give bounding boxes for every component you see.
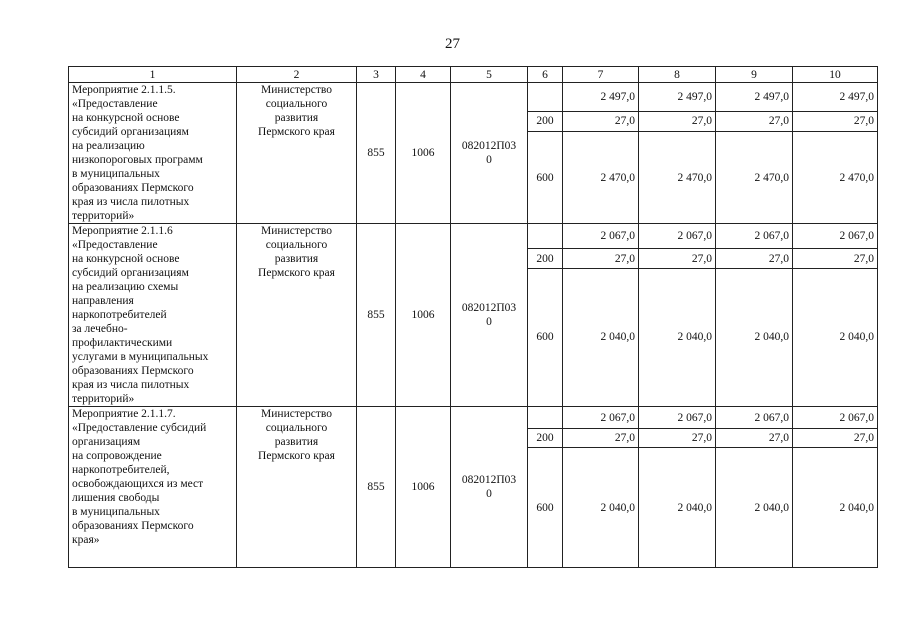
value-col9 xyxy=(716,429,793,448)
code-col3-text: 855 xyxy=(367,309,385,321)
code-col6 xyxy=(528,448,563,568)
value-col8 xyxy=(639,268,716,406)
value-col8-text: 2 040,0 xyxy=(677,331,712,344)
code-col6-text: 600 xyxy=(536,171,554,184)
value-col8-text: 2 067,0 xyxy=(677,411,712,424)
code-col6 xyxy=(528,407,563,429)
value-col7 xyxy=(563,111,639,131)
code-col5 xyxy=(451,407,528,568)
value-col8-text: 2 497,0 xyxy=(677,90,712,103)
value-col9 xyxy=(716,224,793,249)
value-col8 xyxy=(639,111,716,131)
code-col4 xyxy=(396,83,451,224)
value-col7-text: 27,0 xyxy=(614,432,635,444)
value-col7-text: 2 040,0 xyxy=(600,501,635,514)
responsible-ministry xyxy=(237,224,357,407)
value-col8 xyxy=(639,83,716,112)
value-col9 xyxy=(716,83,793,112)
value-col10 xyxy=(793,448,878,568)
value-col8 xyxy=(639,132,716,224)
value-col10-text: 27,0 xyxy=(853,252,874,265)
value-col7 xyxy=(563,224,639,249)
value-col7-text: 2 497,0 xyxy=(600,90,635,103)
code-col4-text: 1006 xyxy=(411,481,435,493)
value-col9 xyxy=(716,268,793,406)
page-number: 27 xyxy=(445,36,460,52)
table-row xyxy=(69,407,878,429)
responsible-ministry xyxy=(237,407,357,568)
value-col7 xyxy=(563,429,639,448)
code-col4-text: 1006 xyxy=(411,309,435,321)
table-row xyxy=(69,83,878,112)
value-col9 xyxy=(716,132,793,224)
value-col10 xyxy=(793,224,878,249)
code-col6 xyxy=(528,429,563,448)
value-col7 xyxy=(563,268,639,406)
value-col8-text: 2 040,0 xyxy=(677,501,712,514)
value-col7-text: 27,0 xyxy=(614,252,635,265)
table-header-row xyxy=(69,67,878,83)
code-col5 xyxy=(451,224,528,407)
value-col9 xyxy=(716,111,793,131)
value-col9-text: 2 040,0 xyxy=(754,331,789,344)
value-col9-text: 27,0 xyxy=(768,115,789,128)
responsible-ministry xyxy=(237,83,357,224)
value-col10-text: 2 067,0 xyxy=(839,230,874,243)
value-col10 xyxy=(793,268,878,406)
value-col9 xyxy=(716,448,793,568)
header-cell: 10 xyxy=(793,67,878,83)
code-col5 xyxy=(451,83,528,224)
value-col9-text: 27,0 xyxy=(768,252,789,265)
code-col3-text: 855 xyxy=(367,147,385,159)
value-col7 xyxy=(563,249,639,268)
code-col3 xyxy=(357,407,396,568)
value-col7-text: 2 067,0 xyxy=(600,230,635,243)
code-col6 xyxy=(528,83,563,112)
value-col8-text: 2 470,0 xyxy=(677,171,712,184)
value-col7-text: 27,0 xyxy=(614,115,635,128)
measure-description-text: Мероприятие 2.1.1.5. «Предоставление на конкурсной основе субсидий организациям на реализацию низкопороговых программ в муниципальных образованиях Пермского края из числа пилотных территорий» xyxy=(72,84,203,222)
measure-description-text: Мероприятие 2.1.1.6 «Предоставление на конкурсной основе субсидий организациям на реализацию схемы направления наркопотребителей за лечебно- профилактическими услугами в муниципальных образованиях Пермского края из числа пилотных территорий» xyxy=(72,225,209,405)
value-col10 xyxy=(793,111,878,131)
value-col8 xyxy=(639,407,716,429)
header-cell: 5 xyxy=(451,67,528,83)
value-col9-text: 2 040,0 xyxy=(754,501,789,514)
code-col4-text: 1006 xyxy=(411,147,435,159)
code-col4 xyxy=(396,407,451,568)
code-col4 xyxy=(396,224,451,407)
value-col9-text: 2 067,0 xyxy=(754,411,789,424)
code-col3 xyxy=(357,83,396,224)
header-cell: 1 xyxy=(69,67,237,83)
code-col3 xyxy=(357,224,396,407)
value-col8-text: 27,0 xyxy=(691,115,712,128)
value-col10-text: 27,0 xyxy=(853,115,874,128)
value-col8 xyxy=(639,249,716,268)
value-col10-text: 2 470,0 xyxy=(839,171,874,184)
code-col3-text: 855 xyxy=(367,481,385,493)
value-col8 xyxy=(639,224,716,249)
code-col6-text: 200 xyxy=(536,115,554,128)
value-col7-text: 2 470,0 xyxy=(600,171,635,184)
value-col10 xyxy=(793,407,878,429)
header-cell: 4 xyxy=(396,67,451,83)
value-col10-text: 27,0 xyxy=(853,432,874,444)
responsible-ministry-text: Министерство социального развития Пермского края xyxy=(258,408,335,462)
value-col10-text: 2 040,0 xyxy=(839,501,874,514)
measure-description xyxy=(69,224,237,407)
value-col10 xyxy=(793,429,878,448)
value-col10 xyxy=(793,83,878,112)
code-col5-text: 082012П03 0 xyxy=(461,474,517,500)
value-col9-text: 2 497,0 xyxy=(754,90,789,103)
code-col6-text: 600 xyxy=(536,501,554,514)
header-cell: 7 xyxy=(563,67,639,83)
header-cell: 8 xyxy=(639,67,716,83)
value-col7 xyxy=(563,407,639,429)
value-col8-text: 2 067,0 xyxy=(677,230,712,243)
value-col9-text: 2 470,0 xyxy=(754,171,789,184)
code-col6-text: 200 xyxy=(536,432,554,444)
value-col9 xyxy=(716,249,793,268)
value-col7-text: 2 067,0 xyxy=(600,411,635,424)
code-col6 xyxy=(528,111,563,131)
value-col7 xyxy=(563,448,639,568)
measure-description-text: Мероприятие 2.1.1.7. «Предоставление субсидий организациям на сопровождение наркопотребителей, освобождающихся из мест лишения свободы в муниципальных образованиях Пермского края» xyxy=(72,408,207,546)
value-col7-text: 2 040,0 xyxy=(600,331,635,344)
value-col8-text: 27,0 xyxy=(691,432,712,444)
value-col10-text: 2 497,0 xyxy=(839,90,874,103)
value-col10-text: 2 067,0 xyxy=(839,411,874,424)
value-col9-text: 2 067,0 xyxy=(754,230,789,243)
code-col6 xyxy=(528,224,563,249)
value-col8 xyxy=(639,448,716,568)
measure-description xyxy=(69,407,237,568)
code-col5-text: 082012П03 0 xyxy=(461,302,517,328)
value-col10 xyxy=(793,249,878,268)
header-cell: 2 xyxy=(237,67,357,83)
measure-description xyxy=(69,83,237,224)
budget-table xyxy=(68,66,878,568)
code-col6 xyxy=(528,132,563,224)
value-col10-text: 2 040,0 xyxy=(839,331,874,344)
value-col9 xyxy=(716,407,793,429)
value-col9-text: 27,0 xyxy=(768,432,789,444)
value-col7 xyxy=(563,132,639,224)
responsible-ministry-text: Министерство социального развития Пермского края xyxy=(258,84,335,138)
responsible-ministry-text: Министерство социального развития Пермского края xyxy=(258,225,335,279)
code-col6-text: 600 xyxy=(536,331,554,344)
value-col8-text: 27,0 xyxy=(691,252,712,265)
code-col6 xyxy=(528,249,563,268)
code-col6-text: 200 xyxy=(536,252,554,265)
code-col5-text: 082012П03 0 xyxy=(461,140,517,166)
header-cell: 3 xyxy=(357,67,396,83)
value-col7 xyxy=(563,83,639,112)
value-col8 xyxy=(639,429,716,448)
value-col10 xyxy=(793,132,878,224)
code-col6 xyxy=(528,268,563,406)
table-row xyxy=(69,224,878,249)
header-cell: 9 xyxy=(716,67,793,83)
header-cell: 6 xyxy=(528,67,563,83)
